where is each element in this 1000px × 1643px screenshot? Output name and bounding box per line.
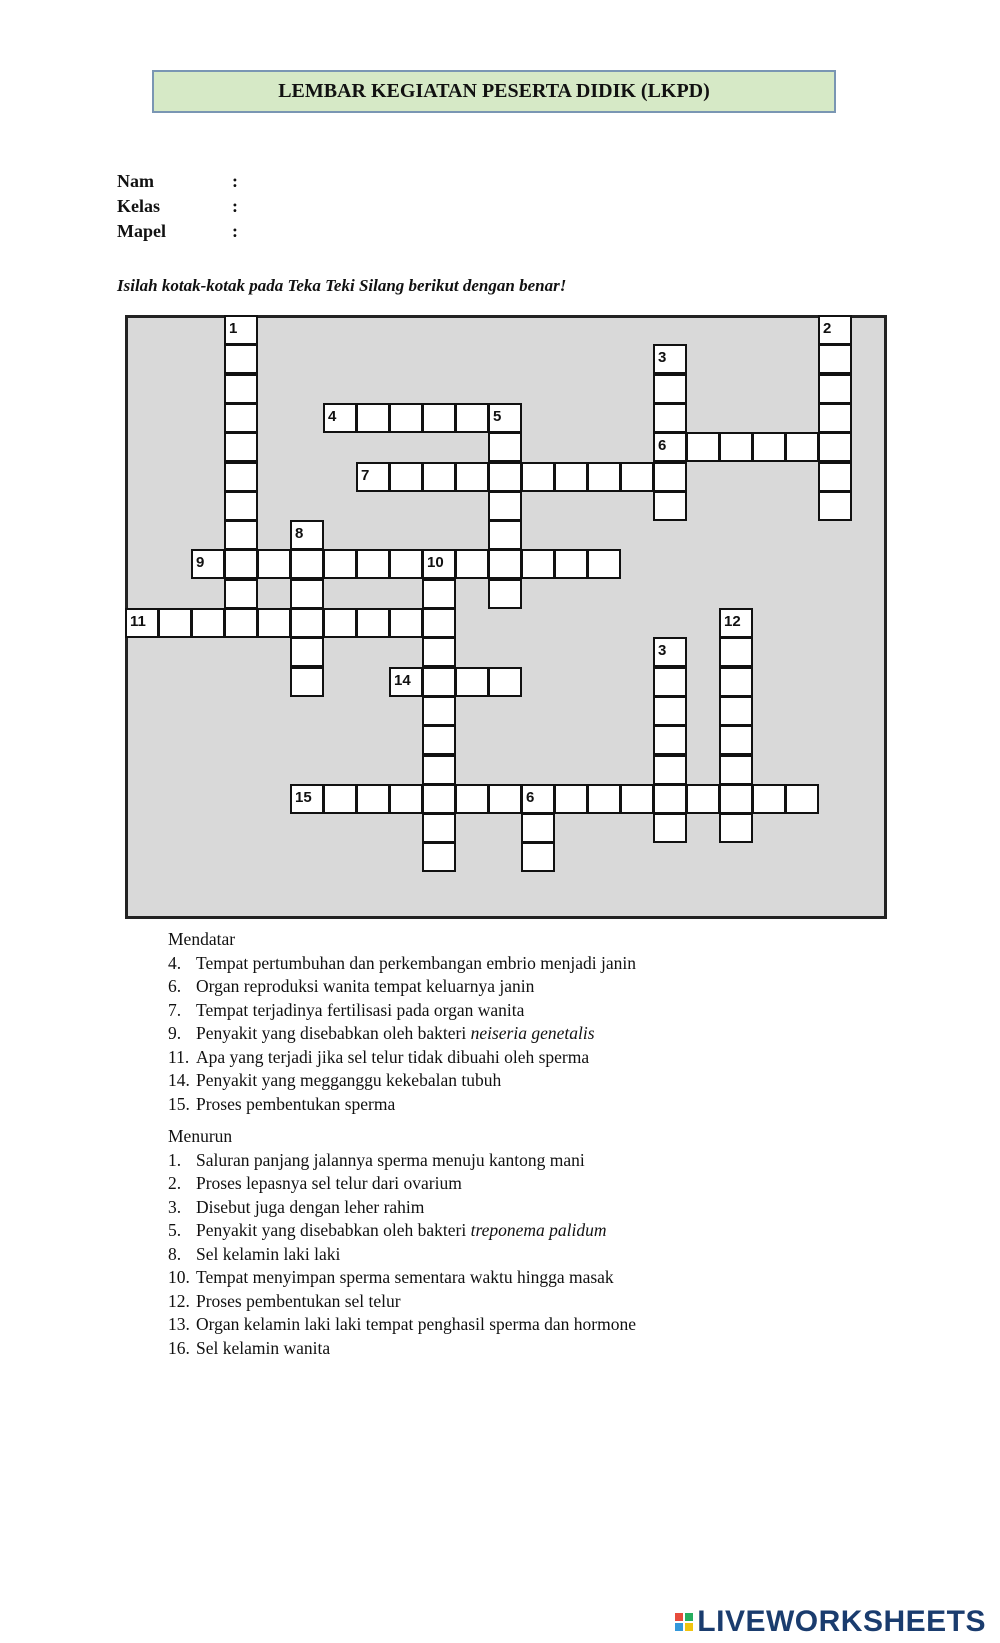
crossword-cell[interactable]: [620, 462, 654, 492]
clue-down-3: 3. Disebut juga dengan leher rahim: [168, 1196, 425, 1217]
crossword-cell[interactable]: [521, 462, 555, 492]
crossword-cell[interactable]: [785, 784, 819, 814]
crossword-cell[interactable]: [620, 784, 654, 814]
crossword-cell[interactable]: [521, 842, 555, 872]
crossword-cell[interactable]: 2: [818, 315, 852, 345]
down-heading: Menurun: [168, 1126, 233, 1146]
crossword-cell[interactable]: [686, 432, 720, 462]
crossword-cell[interactable]: [521, 549, 555, 579]
crossword-cell[interactable]: [224, 432, 258, 462]
crossword-cell[interactable]: [191, 608, 225, 638]
clue-down-13: 13. Organ kelamin laki laki tempat penghasil sperma dan hormone: [168, 1314, 636, 1334]
field-colon-class: :: [232, 196, 238, 216]
crossword-cell[interactable]: [422, 725, 456, 755]
crossword-cell[interactable]: [818, 403, 852, 433]
crossword-cell[interactable]: [554, 462, 588, 492]
crossword-cell[interactable]: [422, 842, 456, 872]
crossword-cell[interactable]: [488, 667, 522, 697]
crossword-cell[interactable]: [752, 784, 786, 814]
crossword-cell[interactable]: [488, 549, 522, 579]
crossword-cell[interactable]: 6: [653, 432, 687, 462]
crossword-cell[interactable]: 7: [356, 462, 390, 492]
clue-across-6: 6. Organ reproduksi wanita tempat keluarnya janin: [168, 976, 535, 996]
crossword-cell[interactable]: [653, 462, 687, 492]
crossword-cell[interactable]: [818, 344, 852, 374]
clues-across: [168, 928, 636, 1116]
crossword-cell[interactable]: [488, 579, 522, 609]
crossword-cell[interactable]: [488, 784, 522, 814]
crossword-cell[interactable]: [158, 608, 192, 638]
crossword-cell[interactable]: [719, 637, 753, 667]
worksheet-title: [152, 70, 836, 113]
crossword-cell[interactable]: [455, 667, 489, 697]
crossword-cell[interactable]: [224, 344, 258, 374]
crossword-cell[interactable]: [587, 462, 621, 492]
field-colon-name: :: [232, 171, 238, 191]
crossword-cell[interactable]: [653, 491, 687, 521]
crossword-cell[interactable]: [719, 432, 753, 462]
crossword-cell[interactable]: [290, 667, 324, 697]
crossword-cell[interactable]: [224, 374, 258, 404]
clue-down-16: 16. Sel kelamin wanita: [168, 1337, 331, 1358]
crossword-cell[interactable]: [686, 784, 720, 814]
field-label-subject: Mapel: [117, 221, 166, 241]
clue-down-12: 12. Proses pembentukan sel telur: [168, 1290, 401, 1311]
crossword-cell[interactable]: [422, 637, 456, 667]
clue-across-15: 15. Proses pembentukan sperma: [168, 1093, 396, 1114]
crossword-cell[interactable]: 14: [389, 667, 423, 697]
crossword-cell[interactable]: [719, 813, 753, 843]
crossword-cell[interactable]: [653, 667, 687, 697]
crossword-cell[interactable]: [653, 813, 687, 843]
crossword-cell[interactable]: [389, 403, 423, 433]
crossword-cell[interactable]: [587, 784, 621, 814]
crossword-cell[interactable]: 8: [290, 520, 324, 550]
crossword-cell[interactable]: [389, 549, 423, 579]
crossword-cell[interactable]: [290, 637, 324, 667]
crossword-cell[interactable]: [488, 491, 522, 521]
crossword-cell[interactable]: [224, 462, 258, 492]
crossword-cell[interactable]: [290, 608, 324, 638]
crossword-cell[interactable]: 11: [125, 608, 159, 638]
crossword-cell[interactable]: [323, 608, 357, 638]
crossword-cell[interactable]: [356, 608, 390, 638]
crossword-cell[interactable]: [224, 579, 258, 609]
crossword-cell[interactable]: [587, 549, 621, 579]
crossword-cell[interactable]: 4: [323, 403, 357, 433]
crossword-cell[interactable]: [389, 784, 423, 814]
clues-down: [168, 1125, 636, 1360]
crossword-cell[interactable]: [389, 462, 423, 492]
crossword-cell[interactable]: [422, 403, 456, 433]
liveworksheets-logo[interactable]: [675, 1605, 986, 1639]
field-colon-subject: :: [232, 221, 238, 241]
crossword-cell[interactable]: [653, 403, 687, 433]
crossword-cell[interactable]: [422, 696, 456, 726]
crossword-cell[interactable]: [290, 549, 324, 579]
crossword-cell[interactable]: [488, 520, 522, 550]
crossword-cell[interactable]: [818, 462, 852, 492]
clue-down-8: 8. Sel kelamin laki laki: [168, 1243, 341, 1264]
across-heading: Mendatar: [168, 929, 236, 949]
logo-squares-icon: [675, 1613, 693, 1631]
crossword-cell[interactable]: [785, 432, 819, 462]
crossword-cell[interactable]: [455, 462, 489, 492]
logo-text: LIVEWORKSHEETS: [697, 1605, 986, 1638]
crossword-cell[interactable]: [653, 696, 687, 726]
clue-across-9: 9. Penyakit yang disebabkan oleh bakteri neiseria genetalis: [168, 1023, 595, 1043]
crossword-cell[interactable]: [389, 608, 423, 638]
worksheet-title-text: LEMBAR KEGIATAN PESERTA DIDIK (LKPD): [278, 80, 710, 102]
crossword-cell[interactable]: [224, 491, 258, 521]
crossword-cell[interactable]: [257, 608, 291, 638]
crossword-cell[interactable]: [653, 725, 687, 755]
instruction-text: Isilah kotak-kotak pada Teka Teki Silang berikut dengan benar!: [117, 276, 567, 295]
crossword-cell[interactable]: 12: [719, 608, 753, 638]
crossword-cell[interactable]: [290, 579, 324, 609]
crossword-cell[interactable]: 3: [653, 344, 687, 374]
clue-down-10: 10. Tempat menyimpan sperma sementara waktu hingga masak: [168, 1267, 614, 1287]
crossword-cell[interactable]: [719, 667, 753, 697]
crossword-cell[interactable]: [224, 520, 258, 550]
crossword-cell[interactable]: [422, 667, 456, 697]
clue-down-2: 2. Proses lepasnya sel telur dari ovarium: [168, 1173, 462, 1193]
crossword-cell[interactable]: [422, 813, 456, 843]
crossword-cell[interactable]: [818, 374, 852, 404]
crossword-cell[interactable]: [554, 784, 588, 814]
crossword-cell[interactable]: [719, 725, 753, 755]
crossword-cell[interactable]: [488, 462, 522, 492]
crossword-cell[interactable]: [224, 549, 258, 579]
clue-across-14: 14. Penyakit yang megganggu kekebalan tubuh: [168, 1070, 502, 1090]
crossword-cell[interactable]: [422, 579, 456, 609]
crossword-cell[interactable]: 3: [653, 637, 687, 667]
crossword-cell[interactable]: [719, 755, 753, 785]
crossword-cell[interactable]: 1: [224, 315, 258, 345]
crossword-cell[interactable]: [455, 403, 489, 433]
crossword-cell[interactable]: [224, 403, 258, 433]
crossword-cell[interactable]: [488, 432, 522, 462]
crossword-cell[interactable]: [818, 491, 852, 521]
crossword-cell[interactable]: [521, 813, 555, 843]
crossword-cell[interactable]: [653, 784, 687, 814]
crossword-cell[interactable]: [356, 549, 390, 579]
crossword-cell[interactable]: [719, 784, 753, 814]
crossword-cell[interactable]: [455, 784, 489, 814]
crossword-cell[interactable]: 5: [488, 403, 522, 433]
crossword-cell[interactable]: [356, 784, 390, 814]
clue-across-7: 7. Tempat terjadinya fertilisasi pada organ wanita: [168, 999, 525, 1020]
clue-down-5: 5. Penyakit yang disebabkan oleh bakteri treponema palidum: [168, 1220, 607, 1240]
field-label-name: Nam: [117, 171, 154, 191]
crossword-cell[interactable]: [356, 403, 390, 433]
field-label-class: Kelas: [117, 196, 160, 216]
crossword-cell[interactable]: [818, 432, 852, 462]
clue-across-4: 4. Tempat pertumbuhan dan perkembangan embrio menjadi janin: [168, 952, 637, 973]
crossword-cell[interactable]: [257, 549, 291, 579]
crossword-cell[interactable]: [719, 696, 753, 726]
crossword-cell[interactable]: [323, 549, 357, 579]
crossword-cell[interactable]: [422, 608, 456, 638]
crossword-cell[interactable]: [455, 549, 489, 579]
crossword-cell[interactable]: [653, 755, 687, 785]
clue-across-11: 11. Apa yang terjadi jika sel telur tidak dibuahi oleh sperma: [168, 1046, 590, 1067]
crossword-cell[interactable]: 15: [290, 784, 324, 814]
clue-down-1: 1. Saluran panjang jalannya sperma menuju kantong mani: [168, 1149, 585, 1170]
crossword-cell[interactable]: [422, 462, 456, 492]
crossword-cell[interactable]: [752, 432, 786, 462]
crossword-cell[interactable]: [554, 549, 588, 579]
crossword-cell[interactable]: [224, 608, 258, 638]
crossword-cell[interactable]: 6: [521, 784, 555, 814]
crossword-cell[interactable]: [422, 784, 456, 814]
crossword-cell[interactable]: [323, 784, 357, 814]
crossword-grid: [125, 315, 887, 919]
crossword-cell[interactable]: [422, 755, 456, 785]
crossword-cell[interactable]: [653, 374, 687, 404]
crossword-cell[interactable]: 9: [191, 549, 225, 579]
crossword-cell[interactable]: 10: [422, 549, 456, 579]
